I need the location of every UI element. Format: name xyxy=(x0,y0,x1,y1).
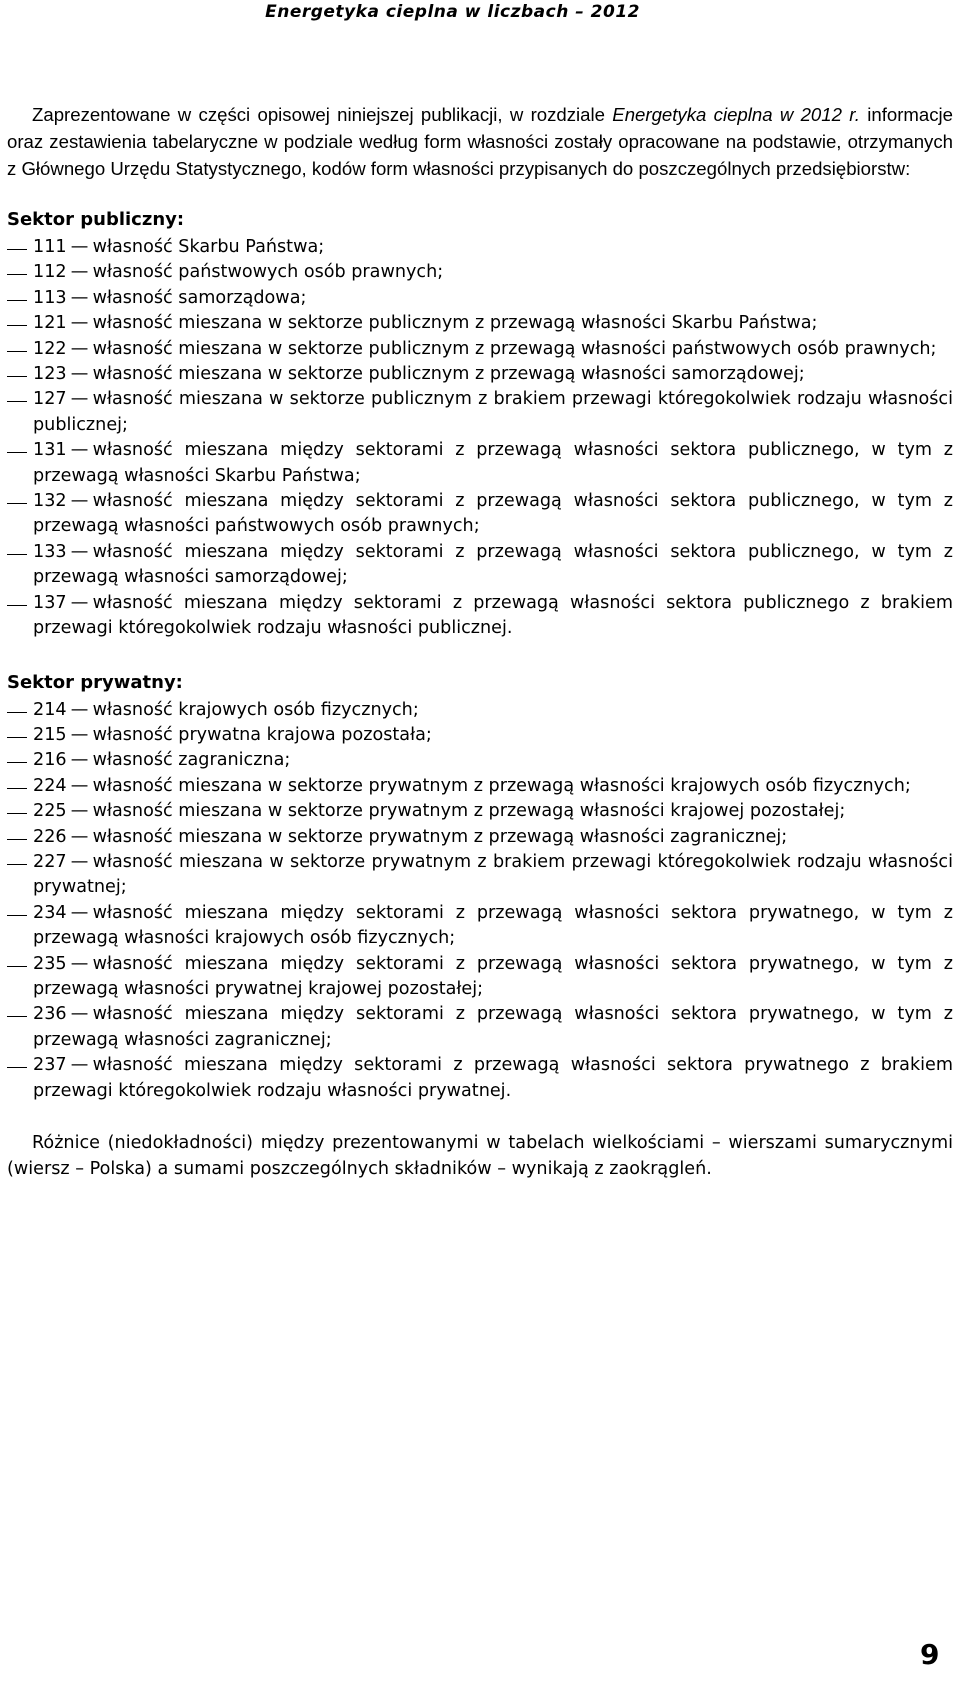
intro-text-after: informacje oraz zestawienia tabelaryczne w podziale według form własności zostały opracowane na podstawie, otrzymanych z Głównego Urzędu Statystycznego, kodów form własności przypisanych do poszczególnych przedsiębiorstw: xyxy=(7,104,954,179)
ownership-description: własność państwowych osób prawnych; xyxy=(92,262,444,283)
ownership-code: 224 xyxy=(33,775,67,796)
ownership-description: własność mieszana między sektorami z przewagą własności sektora publicznego z brakiem przewagi któregokolwiek rodzaju własności publicznej. xyxy=(33,592,953,639)
ownership-description: własność prywatna krajowa pozostała; xyxy=(92,724,432,745)
dash-separator: — xyxy=(70,541,89,562)
dash-separator: — xyxy=(70,953,89,974)
ownership-code: 113 xyxy=(33,287,67,308)
ownership-description: własność mieszana w sektorze publicznym z przewagą własności Skarbu Państwa; xyxy=(92,313,818,334)
ownership-form-item xyxy=(7,387,953,438)
dash-separator: — xyxy=(70,1055,89,1076)
dash-separator: — xyxy=(70,750,89,771)
ownership-code: 227 xyxy=(33,851,67,872)
intro-title-italic: Energetyka cieplna w 2012 r. xyxy=(612,104,860,125)
closing-paragraph: Różnice (niedokładności) między prezentowanymi w tabelach wielkościami – wierszami sumarycznymi (wiersz – Polska) a sumami poszczególnych składników – wynikają z zaokrągleń. xyxy=(7,1133,953,1179)
ownership-form-item xyxy=(7,774,953,799)
ownership-form-item xyxy=(7,952,953,1003)
ownership-form-item xyxy=(7,1002,953,1053)
ownership-code: 216 xyxy=(33,750,67,771)
ownership-code: 225 xyxy=(33,801,67,822)
dash-separator: — xyxy=(70,262,89,283)
dash-separator: — xyxy=(70,287,89,308)
ownership-description: własność Skarbu Państwa; xyxy=(92,237,325,257)
ownership-code: 121 xyxy=(33,313,67,334)
dash-separator: — xyxy=(70,364,89,385)
ownership-form-item xyxy=(7,591,953,642)
ownership-description: własność mieszana między sektorami z przewagą własności sektora prywatnego, w tym z przewagą własności krajowych osób fizycznych; xyxy=(33,902,953,949)
ownership-description: własność mieszana między sektorami z przewagą własności sektora publicznego, w tym z przewagą własności państwowych osób prawnych; xyxy=(33,491,953,537)
page-content xyxy=(7,101,953,1182)
ownership-description: własność zagraniczna; xyxy=(92,750,291,771)
dash-separator: — xyxy=(70,313,89,334)
ownership-form-item xyxy=(7,850,953,901)
intro-paragraph xyxy=(7,101,953,182)
dash-separator: — xyxy=(70,1004,89,1025)
ownership-form-item xyxy=(7,362,953,387)
ownership-description: własność mieszana w sektorze publicznym z brakiem przewagi któregokolwiek rodzaju własności publicznej; xyxy=(33,389,953,435)
dash-separator: — xyxy=(70,826,89,847)
ownership-form-item xyxy=(7,235,953,260)
ownership-code: 127 xyxy=(33,389,67,410)
ownership-form-item xyxy=(7,825,953,850)
ownership-form-item xyxy=(7,748,953,773)
ownership-code: 215 xyxy=(33,724,67,745)
ownership-code: 132 xyxy=(33,491,67,512)
public-sector-list xyxy=(7,235,953,642)
ownership-code: 235 xyxy=(33,953,67,974)
dash-separator: — xyxy=(70,775,89,796)
ownership-code: 226 xyxy=(33,826,67,847)
ownership-description: własność mieszana między sektorami z przewagą własności sektora publicznego, w tym z przewagą własności Skarbu Państwa; xyxy=(33,440,953,486)
ownership-description: własność mieszana w sektorze publicznym z przewagą własności samorządowej; xyxy=(92,364,805,385)
ownership-form-item xyxy=(7,723,953,748)
ownership-form-item xyxy=(7,489,953,540)
dash-separator: — xyxy=(70,724,89,745)
ownership-description: własność mieszana w sektorze prywatnym z przewagą własności krajowych osób fizycznych; xyxy=(92,775,911,796)
dash-separator: — xyxy=(70,338,89,359)
dash-separator: — xyxy=(70,851,89,872)
ownership-form-item xyxy=(7,337,953,362)
ownership-description: własność mieszana między sektorami z przewagą własności sektora prywatnego, w tym z przewagą własności zagranicznej; xyxy=(33,1004,953,1050)
ownership-description: własność mieszana między sektorami z przewagą własności sektora publicznego, w tym z przewagą własności samorządowej; xyxy=(33,541,953,588)
ownership-form-item xyxy=(7,901,953,952)
ownership-code: 133 xyxy=(33,541,67,562)
ownership-description: własność mieszana w sektorze prywatnym z brakiem przewagi któregokolwiek rodzaju własności prywatnej; xyxy=(33,851,953,898)
ownership-code: 234 xyxy=(33,902,67,923)
ownership-code: 122 xyxy=(33,338,67,359)
private-sector-list xyxy=(7,698,953,1105)
ownership-code: 237 xyxy=(33,1055,67,1076)
ownership-description: własność mieszana między sektorami z przewagą własności sektora prywatnego z brakiem przewagi któregokolwiek rodzaju własności prywatnej. xyxy=(33,1055,953,1101)
dash-separator: — xyxy=(70,237,89,257)
ownership-code: 111 xyxy=(33,237,67,257)
ownership-form-item xyxy=(7,260,953,285)
ownership-form-item xyxy=(7,540,953,591)
ownership-form-item xyxy=(7,799,953,824)
ownership-code: 214 xyxy=(33,699,67,720)
ownership-code: 123 xyxy=(33,364,67,385)
public-sector-heading: Sektor publiczny: xyxy=(7,209,185,230)
dash-separator: — xyxy=(70,440,89,461)
private-sector-heading: Sektor prywatny: xyxy=(7,671,183,693)
ownership-code: 236 xyxy=(33,1004,67,1025)
ownership-description: własność krajowych osób fizycznych; xyxy=(92,699,419,720)
ownership-description: własność samorządowa; xyxy=(92,287,307,308)
dash-separator: — xyxy=(70,389,89,410)
ownership-description: własność mieszana w sektorze prywatnym z przewagą własności krajowej pozostałej; xyxy=(92,801,846,822)
ownership-code: 137 xyxy=(33,592,67,613)
intro-text-before: Zaprezentowane w części opisowej niniejszej publikacji, w rozdziale xyxy=(32,104,613,125)
dash-separator: — xyxy=(70,801,89,822)
ownership-form-item xyxy=(7,698,953,723)
dash-separator: — xyxy=(70,592,89,613)
page-number: 9 xyxy=(920,1638,940,1671)
dash-separator: — xyxy=(70,491,89,512)
ownership-code: 131 xyxy=(33,440,67,461)
ownership-form-item xyxy=(7,1053,953,1104)
dash-separator: — xyxy=(70,699,89,720)
ownership-description: własność mieszana między sektorami z przewagą własności sektora prywatnego, w tym z przewagą własności prywatnej krajowej pozostałej; xyxy=(33,953,953,999)
ownership-description: własność mieszana w sektorze publicznym z przewagą własności państwowych osób prawnych; xyxy=(92,338,937,359)
ownership-form-item xyxy=(7,438,953,489)
ownership-code: 112 xyxy=(33,262,67,283)
dash-separator: — xyxy=(70,902,89,923)
running-header: Energetyka cieplna w liczbach – 2012 xyxy=(265,2,640,22)
ownership-form-item xyxy=(7,286,953,311)
ownership-description: własność mieszana w sektorze prywatnym z przewagą własności zagranicznej; xyxy=(92,826,788,847)
ownership-form-item xyxy=(7,311,953,336)
